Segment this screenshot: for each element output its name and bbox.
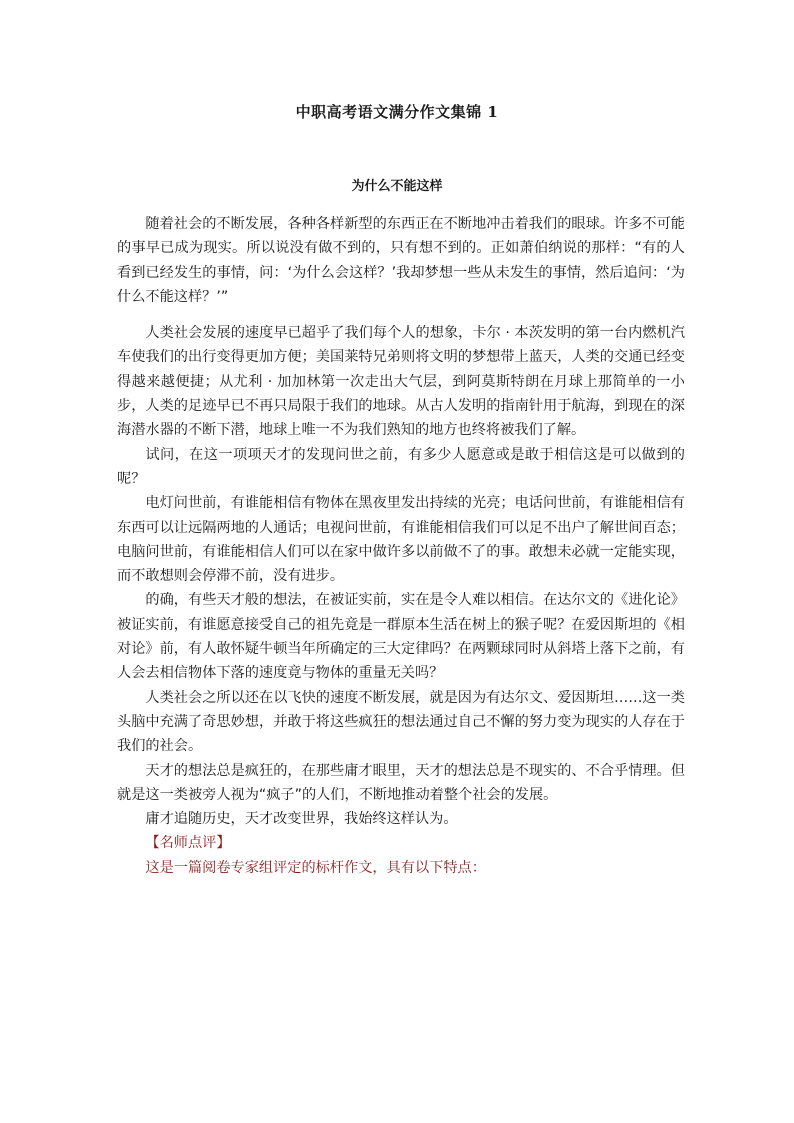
comment-text: 这是一篇阅卷专家组评定的标杆作文，具有以下特点： xyxy=(145,859,486,876)
paragraph-8: 庸才追随历史，天才改变世界，我始终这样认为。 xyxy=(145,811,458,828)
comment-heading: 【名师点评】 xyxy=(145,835,231,852)
paragraph-2: 人类社会发展的速度早已超乎了我们每个人的想象，卡尔 · 本茨发明的第一台内燃机汽车使我们的出行变得更加方便；美国莱特兄弟则将文明的梦想带上蓝天，人类的交通已经变得越来越便捷；从尤利 · 加加林第一次走出大气层，到阿莫斯特朗在月球上那简单的一小步，人类的足迹早已不再只局限于我们的地球。从古人发明的指南针用于航海，到现在的深海潜水器的不断下潜，地球上唯一不为我们熟知的地方也终将被我们了解。 xyxy=(117,325,685,439)
paragraph-1: 随着社会的不断发展，各种各样新型的东西正在不断地冲击着我们的眼球。许多不可能的事早已成为现实。所以说没有做不到的，只有想不到的。正如萧伯纳说的那样：“有的人看到已经发生的事情，问：‘为什么会这样？’我却梦想一些从未发生的事情，然后追问：‘为什么不能这样？’” xyxy=(117,216,685,305)
essay-title: 为什么不能这样 xyxy=(351,179,443,194)
paragraph-3: 试问，在这一项项天才的发现问世之前，有多少人愿意或是敢于相信这是可以做到的呢？ xyxy=(117,446,685,487)
document-title: 中职高考语文满分作文集锦 1 xyxy=(295,103,499,121)
paragraph-4: 电灯问世前，有谁能相信有物体在黑夜里发出持续的光亮；电话问世前，有谁能相信有东西可以让远隔两地的人通话；电视问世前，有谁能相信我们可以足不出户了解世间百态；电脑问世前，有谁能相信人们可以在家中做许多以前做不了的事。敢想未必就一定能实现，而不敢想则会停滞不前，没有进步。 xyxy=(117,495,685,585)
essay-body xyxy=(117,212,685,880)
paragraph-5: 的确，有些天才般的想法，在被证实前，实在是令人难以相信。在达尔文的《进化论》被证实前，有谁愿意接受自己的祖先竟是一群原本生活在树上的猴子呢？在爱因斯坦的《相对论》前，有人敢怀疑牛顿当年所确定的三大定律吗？在两颗球同时从斜塔上落下之前，有人会去相信物体下落的速度竟与物体的重量无关吗？ xyxy=(117,592,685,682)
paragraph-7: 天才的想法总是疯狂的，在那些庸才眼里，天才的想法总是不现实的、不合乎情理。但就是这一类被旁人视为“疯子”的人们，不断地推动着整个社会的发展。 xyxy=(117,762,685,803)
paragraph-6: 人类社会之所以还在以飞快的速度不断发展，就是因为有达尔文、爱因斯坦……这一类头脑中充满了奇思妙想，并敢于将这些疯狂的想法通过自己不懈的努力变为现实的人存在于我们的社会。 xyxy=(117,689,685,755)
